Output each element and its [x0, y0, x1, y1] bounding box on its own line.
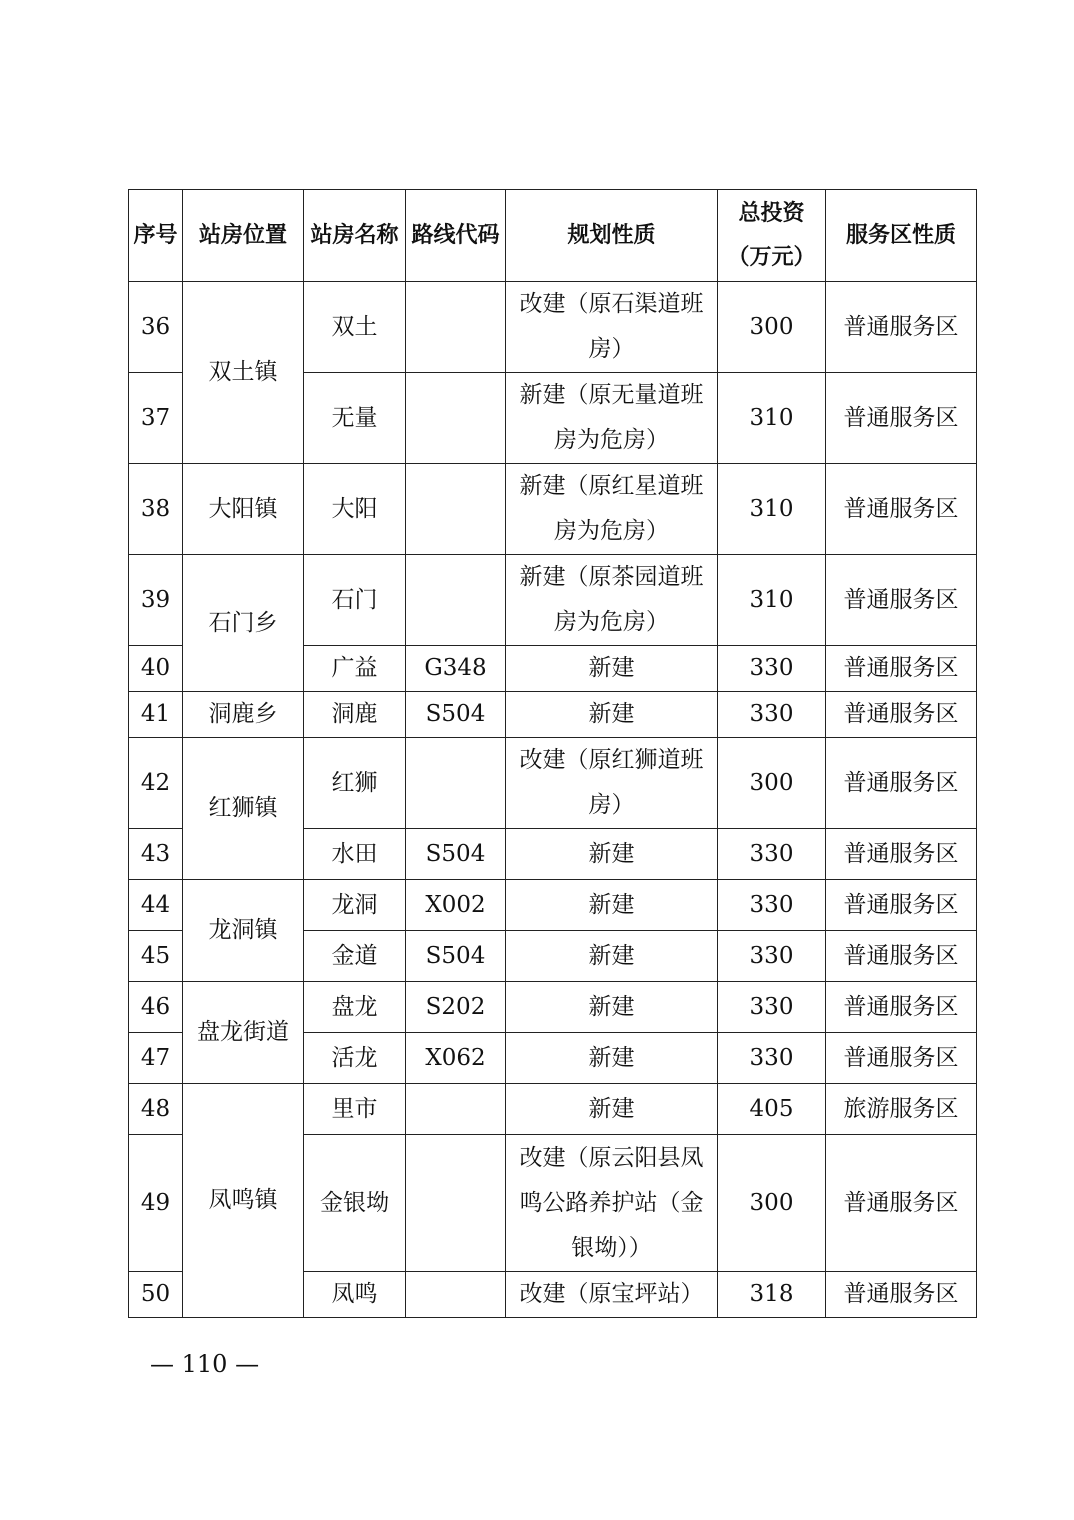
- nature-cell: 新建（原无量道班房为危房）: [506, 373, 718, 464]
- service-cell: 普通服务区: [826, 738, 977, 829]
- name-cell: 凤鸣: [304, 1272, 406, 1318]
- service-cell: 普通服务区: [826, 282, 977, 373]
- header-seq: 序号: [129, 190, 183, 282]
- service-cell: 普通服务区: [826, 880, 977, 931]
- nature-cell: 新建（原茶园道班房为危房）: [506, 555, 718, 646]
- investment-cell: 300: [718, 282, 826, 373]
- station-table: [128, 189, 977, 1318]
- route-cell: X062: [406, 1033, 506, 1084]
- investment-cell: 300: [718, 738, 826, 829]
- nature-cell: 新建: [506, 1033, 718, 1084]
- name-cell: 龙洞: [304, 880, 406, 931]
- header-location: 站房位置: [183, 190, 304, 282]
- route-cell: [406, 1084, 506, 1135]
- location-cell: 双土镇: [183, 282, 304, 464]
- seq-cell: 37: [129, 373, 183, 464]
- location-cell: 龙洞镇: [183, 880, 304, 982]
- location-cell: 凤鸣镇: [183, 1084, 304, 1318]
- seq-cell: 49: [129, 1135, 183, 1272]
- investment-cell: 310: [718, 464, 826, 555]
- service-cell: 普通服务区: [826, 373, 977, 464]
- name-cell: 里市: [304, 1084, 406, 1135]
- header-nature: 规划性质: [506, 190, 718, 282]
- service-cell: 普通服务区: [826, 1272, 977, 1318]
- service-cell: 普通服务区: [826, 555, 977, 646]
- table-header-row: [129, 190, 977, 282]
- seq-cell: 50: [129, 1272, 183, 1318]
- table-row: [129, 880, 977, 931]
- route-cell: [406, 282, 506, 373]
- name-cell: 金银坳: [304, 1135, 406, 1272]
- name-cell: 洞鹿: [304, 692, 406, 738]
- route-cell: [406, 555, 506, 646]
- route-cell: [406, 373, 506, 464]
- seq-cell: 39: [129, 555, 183, 646]
- route-cell: G348: [406, 646, 506, 692]
- service-cell: 普通服务区: [826, 829, 977, 880]
- investment-cell: 300: [718, 1135, 826, 1272]
- header-investment: 总投资（万元）: [718, 190, 826, 282]
- service-cell: 普通服务区: [826, 646, 977, 692]
- table-row: [129, 1084, 977, 1135]
- seq-cell: 44: [129, 880, 183, 931]
- investment-cell: 330: [718, 646, 826, 692]
- service-cell: 普通服务区: [826, 1033, 977, 1084]
- name-cell: 双土: [304, 282, 406, 373]
- service-cell: 旅游服务区: [826, 1084, 977, 1135]
- seq-cell: 38: [129, 464, 183, 555]
- seq-cell: 42: [129, 738, 183, 829]
- location-cell: 红狮镇: [183, 738, 304, 880]
- investment-cell: 318: [718, 1272, 826, 1318]
- table-row: [129, 464, 977, 555]
- investment-cell: 330: [718, 829, 826, 880]
- table-row: [129, 692, 977, 738]
- nature-cell: 新建: [506, 646, 718, 692]
- nature-cell: 改建（原宝坪站）: [506, 1272, 718, 1318]
- location-cell: 洞鹿乡: [183, 692, 304, 738]
- service-cell: 普通服务区: [826, 931, 977, 982]
- service-cell: 普通服务区: [826, 1135, 977, 1272]
- table-row: [129, 282, 977, 373]
- page-number: — 110 —: [150, 1350, 260, 1378]
- name-cell: 盘龙: [304, 982, 406, 1033]
- seq-cell: 40: [129, 646, 183, 692]
- route-cell: [406, 464, 506, 555]
- seq-cell: 41: [129, 692, 183, 738]
- investment-cell: 330: [718, 931, 826, 982]
- route-cell: S504: [406, 829, 506, 880]
- table-row: [129, 982, 977, 1033]
- name-cell: 广益: [304, 646, 406, 692]
- name-cell: 石门: [304, 555, 406, 646]
- seq-cell: 46: [129, 982, 183, 1033]
- nature-cell: 新建: [506, 829, 718, 880]
- name-cell: 红狮: [304, 738, 406, 829]
- seq-cell: 48: [129, 1084, 183, 1135]
- route-cell: [406, 1135, 506, 1272]
- nature-cell: 改建（原石渠道班房）: [506, 282, 718, 373]
- service-cell: 普通服务区: [826, 982, 977, 1033]
- nature-cell: 新建: [506, 880, 718, 931]
- seq-cell: 47: [129, 1033, 183, 1084]
- route-cell: [406, 1272, 506, 1318]
- route-cell: S504: [406, 931, 506, 982]
- name-cell: 水田: [304, 829, 406, 880]
- investment-cell: 310: [718, 373, 826, 464]
- nature-cell: 改建（原红狮道班房）: [506, 738, 718, 829]
- name-cell: 无量: [304, 373, 406, 464]
- location-cell: 石门乡: [183, 555, 304, 692]
- seq-cell: 36: [129, 282, 183, 373]
- route-cell: S202: [406, 982, 506, 1033]
- header-service: 服务区性质: [826, 190, 977, 282]
- table-row: [129, 555, 977, 646]
- investment-cell: 330: [718, 880, 826, 931]
- nature-cell: 新建: [506, 982, 718, 1033]
- investment-cell: 330: [718, 1033, 826, 1084]
- nature-cell: 改建（原云阳县凤鸣公路养护站（金银坳））: [506, 1135, 718, 1272]
- location-cell: 盘龙街道: [183, 982, 304, 1084]
- service-cell: 普通服务区: [826, 692, 977, 738]
- route-cell: X002: [406, 880, 506, 931]
- investment-cell: 405: [718, 1084, 826, 1135]
- nature-cell: 新建: [506, 692, 718, 738]
- route-cell: [406, 738, 506, 829]
- investment-cell: 330: [718, 692, 826, 738]
- investment-cell: 310: [718, 555, 826, 646]
- route-cell: S504: [406, 692, 506, 738]
- seq-cell: 45: [129, 931, 183, 982]
- service-cell: 普通服务区: [826, 464, 977, 555]
- investment-cell: 330: [718, 982, 826, 1033]
- table-row: [129, 738, 977, 829]
- seq-cell: 43: [129, 829, 183, 880]
- nature-cell: 新建: [506, 931, 718, 982]
- nature-cell: 新建: [506, 1084, 718, 1135]
- name-cell: 大阳: [304, 464, 406, 555]
- header-name: 站房名称: [304, 190, 406, 282]
- name-cell: 活龙: [304, 1033, 406, 1084]
- name-cell: 金道: [304, 931, 406, 982]
- nature-cell: 新建（原红星道班房为危房）: [506, 464, 718, 555]
- location-cell: 大阳镇: [183, 464, 304, 555]
- header-route: 路线代码: [406, 190, 506, 282]
